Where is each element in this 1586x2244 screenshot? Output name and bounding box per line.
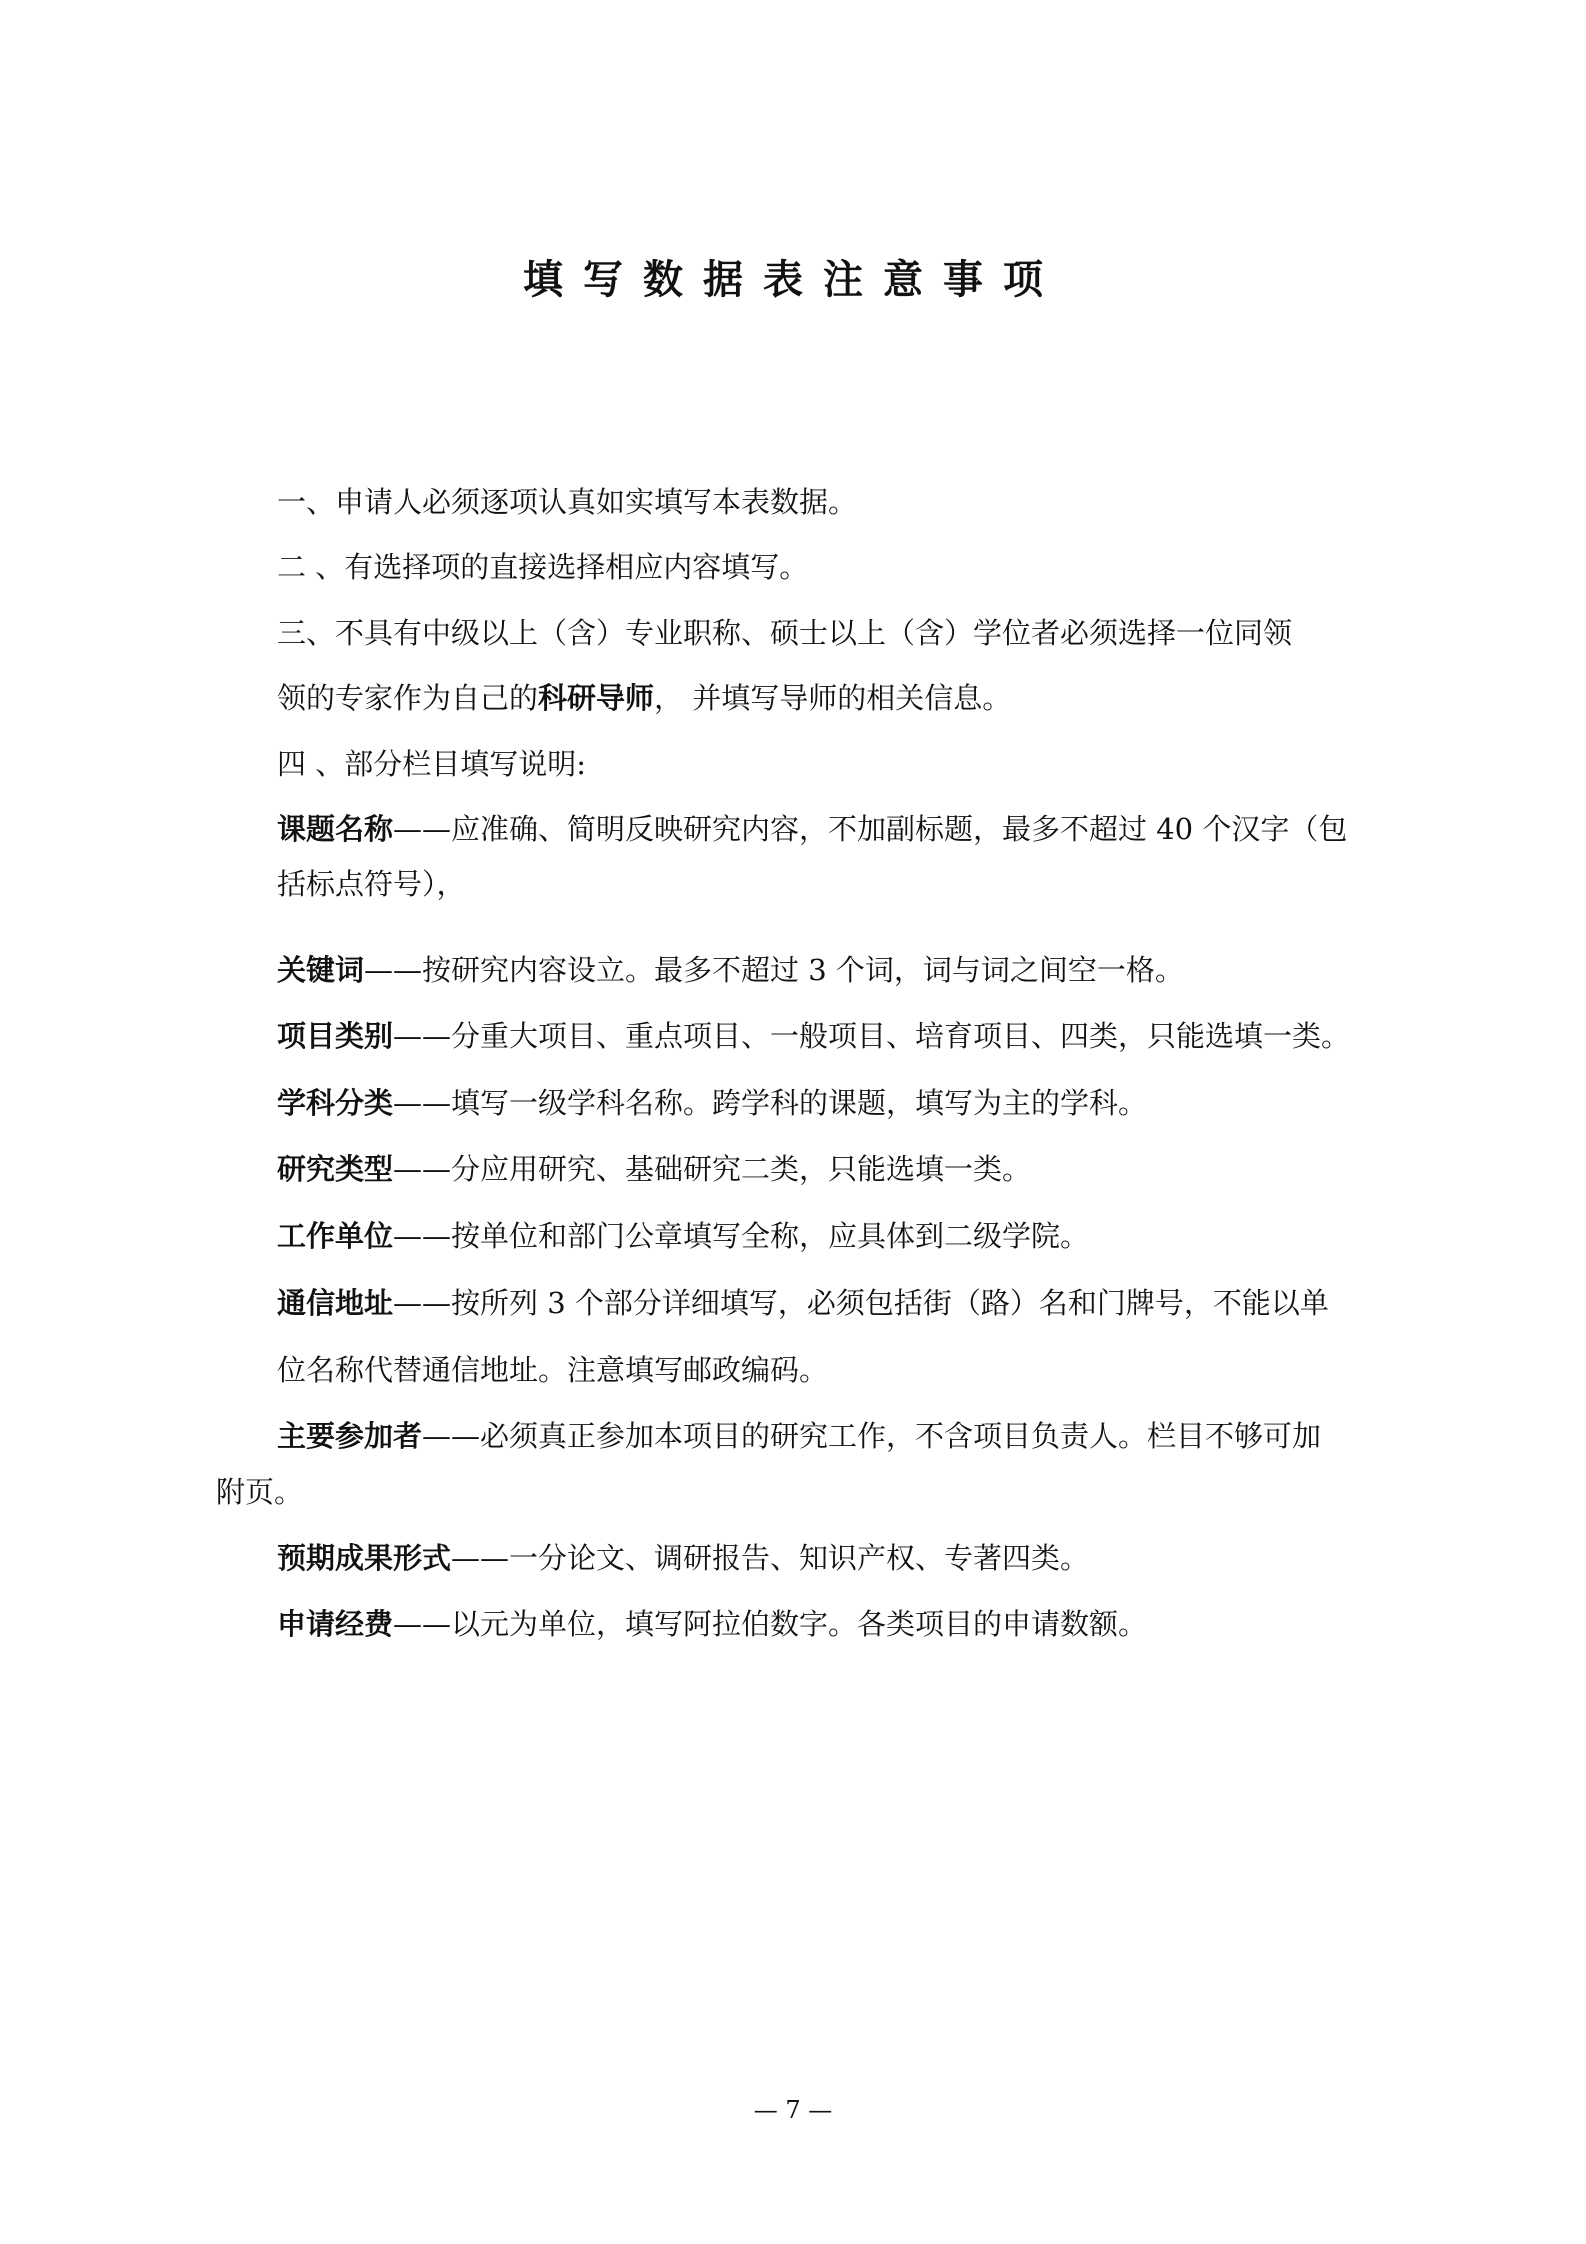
notice-item-3-line-1: 三、不具有中级以上（含）专业职称、硕士以上（含）学位者必须选择一位同领 <box>277 616 1293 650</box>
page-number: — 7 — <box>753 2096 833 2124</box>
field-participants-continued: 附页。 <box>216 1475 304 1509</box>
field-desc: ——以元为单位，填写阿拉伯数字。各类项目的申请数额。 <box>393 1607 1148 1641</box>
field-term: 关键词 <box>277 953 365 987</box>
field-term: 预期成果形式 <box>277 1541 452 1575</box>
field-desc: ——必须真正参加本项目的研究工作，不含项目负责人。栏目不够可加 <box>422 1419 1322 1453</box>
field-desc: ——填写一级学科名称。跨学科的课题，填写为主的学科。 <box>393 1086 1148 1120</box>
page-title: 填写数据表注意事项 <box>523 257 1063 303</box>
field-desc: ——一分论文、调研报告、知识产权、专著四类。 <box>451 1541 1090 1575</box>
field-term: 工作单位 <box>277 1219 394 1253</box>
field-term: 研究类型 <box>277 1152 394 1186</box>
field-term: 课题名称 <box>277 812 394 846</box>
field-term: 申请经费 <box>277 1607 394 1641</box>
field-desc: ——应准确、简明反映研究内容，不加副标题，最多不超过 40 个汉字（包 <box>393 812 1348 846</box>
field-outcome <box>277 1538 1089 1578</box>
notice-item-3-text-pre: 领的专家作为自己的 <box>277 681 539 715</box>
field-topic-continued: 括标点符号）， <box>277 867 466 901</box>
field-address <box>277 1283 1329 1323</box>
field-topic <box>277 809 1347 849</box>
field-discipline <box>277 1083 1147 1123</box>
notice-item-3-line-2 <box>277 678 1011 718</box>
field-keywords <box>277 950 1184 990</box>
field-desc: ——按所列 3 个部分详细填写，必须包括街（路）名和门牌号，不能以单 <box>393 1286 1329 1320</box>
field-term: 主要参加者 <box>277 1419 423 1453</box>
field-research-type <box>277 1149 1031 1189</box>
field-work-unit <box>277 1216 1089 1256</box>
field-funding <box>277 1604 1147 1644</box>
field-participants <box>277 1416 1321 1456</box>
field-desc: ——按单位和部门公章填写全称，应具体到二级学院。 <box>393 1219 1090 1253</box>
field-term: 项目类别 <box>277 1019 394 1053</box>
field-address-continued: 位名称代替通信地址。注意填写邮政编码。 <box>277 1353 829 1387</box>
field-desc: ——分应用研究、基础研究二类，只能选填一类。 <box>393 1152 1032 1186</box>
field-term: 学科分类 <box>277 1086 394 1120</box>
notice-item-4: 四 、部分栏目填写说明: <box>277 747 586 781</box>
notice-item-1: 一、申请人必须逐项认真如实填写本表数据。 <box>277 485 858 519</box>
notice-item-3-text-post: ， 并填写导师的相关信息。 <box>654 681 1012 715</box>
field-desc: ——按研究内容设立。最多不超过 3 个词，词与词之间空一格。 <box>364 953 1184 987</box>
field-term: 通信地址 <box>277 1286 394 1320</box>
field-category <box>277 1016 1350 1056</box>
field-desc: ——分重大项目、重点项目、一般项目、培育项目、四类，只能选填一类。 <box>393 1019 1351 1053</box>
research-mentor-term: 科研导师 <box>538 681 655 715</box>
notice-item-2: 二 、有选择项的直接选择相应内容填写。 <box>277 550 809 584</box>
